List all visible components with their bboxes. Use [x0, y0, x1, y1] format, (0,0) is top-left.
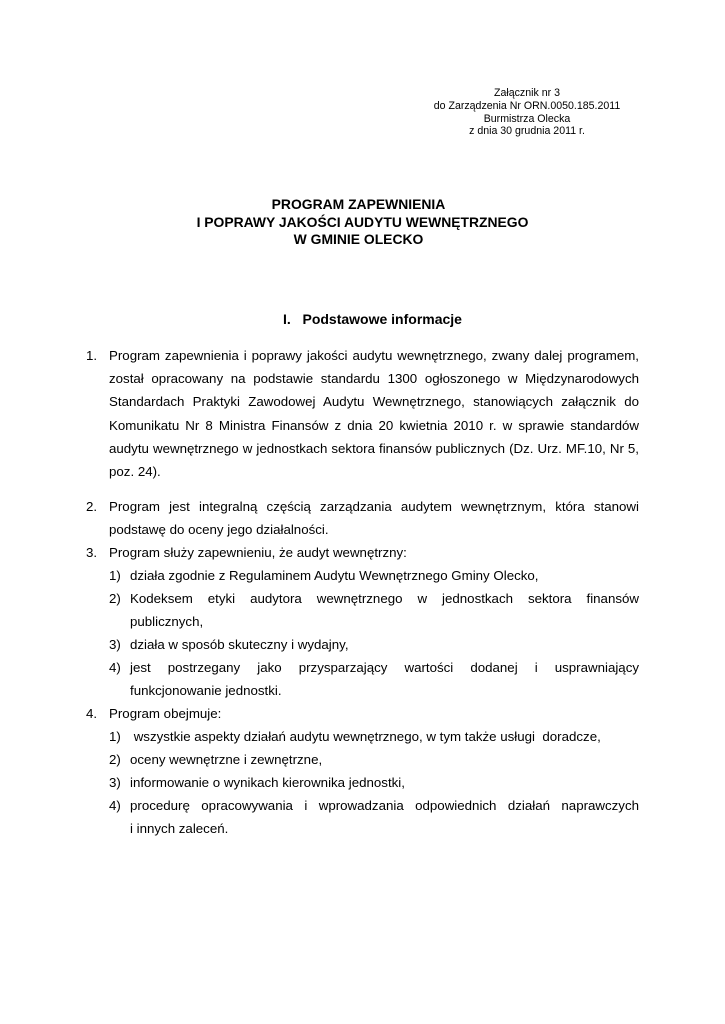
document-title	[0, 196, 725, 249]
list-item-text: Program zapewnienia i poprawy jakości audytu wewnętrznego, zwany dalej programem, został opracowany na podstawie standardu 1300 ogłoszonego w Międzynarodowych Standardach Praktyki Zawodowej Audytu Wewnętrznego, stanowiących załącznik do Komunikatu Nr 8 Ministra Finansów z dnia 20 kwietnia 2010 r. w sprawie standardów audytu wewnętrznego w jednostkach sektora finansów publicznych (Dz. Urz. MF.10, Nr 5, poz. 24).	[109, 348, 639, 480]
sub-list-item	[109, 633, 639, 656]
sub-list-item	[109, 564, 639, 587]
section-number: I.	[283, 311, 291, 327]
sub-item-text: działa w sposób skuteczny i wydajny,	[130, 637, 349, 652]
sub-item-number: 4)	[109, 660, 121, 675]
sub-item-continuation: i innych zaleceń.	[130, 821, 229, 837]
sub-item-number: 4)	[109, 798, 121, 813]
annex-authority: Burmistrza Olecka	[483, 112, 571, 125]
annex-number: Załącznik nr 3	[494, 87, 560, 99]
annex-header	[400, 87, 654, 138]
list-item	[86, 702, 639, 725]
sub-item-text: procedurę opracowywania i wprowadzania odpowiednich działań naprawczych	[130, 798, 639, 813]
list-item-number: 2.	[86, 499, 98, 514]
sub-item-text: Kodeksem etyki audytora wewnętrznego w jednostkach sektora finansów	[130, 591, 639, 606]
sub-list-item	[109, 725, 639, 748]
list-item-text: Program obejmuje:	[109, 706, 222, 721]
sub-list-item	[109, 748, 639, 771]
list-item	[86, 541, 639, 564]
list-item-number: 4.	[86, 706, 98, 721]
sub-item-continuation: publicznych,	[130, 614, 204, 630]
sub-list-item	[109, 794, 639, 840]
sub-item-text: wszystkie aspekty działań audytu wewnętrznego, w tym także usługi doradcze,	[130, 729, 601, 744]
list-item	[86, 344, 639, 483]
list-item-number: 1.	[86, 348, 98, 363]
sub-item-text: działa zgodnie z Regulaminem Audytu Wewnętrznego Gminy Olecko,	[130, 568, 539, 583]
sub-item-continuation: funkcjonowanie jednostki.	[130, 683, 282, 699]
sub-item-number: 1)	[109, 729, 121, 744]
sub-item-text: oceny wewnętrzne i zewnętrzne,	[130, 752, 323, 767]
annex-regulation: do Zarządzenia Nr ORN.0050.185.2011	[433, 99, 621, 112]
list-item	[86, 495, 639, 541]
sub-item-text: informowanie o wynikach kierownika jednostki,	[130, 775, 405, 790]
sub-item-number: 2)	[109, 591, 121, 606]
section-title: Podstawowe informacje	[302, 311, 462, 327]
sub-list-item	[109, 587, 639, 633]
sub-list-item	[109, 656, 639, 702]
list-item-text: Program służy zapewnieniu, że audyt wewnętrzny:	[109, 545, 407, 560]
list-item-number: 3.	[86, 545, 98, 560]
sub-item-number: 3)	[109, 637, 121, 652]
section-heading	[0, 311, 725, 327]
title-line-3: W GMINIE OLECKO	[293, 231, 424, 248]
annex-date: z dnia 30 grudnia 2011 r.	[469, 125, 585, 138]
sub-item-text: jest postrzegany jako przysparzający wartości dodanej i usprawniający	[130, 660, 639, 675]
title-line-1: PROGRAM ZAPEWNIENIA	[271, 196, 446, 212]
sub-list-item	[109, 771, 639, 794]
title-line-2: I POPRAWY JAKOŚCI AUDYTU WEWNĘTRZNEGO	[196, 213, 529, 230]
sub-item-number: 1)	[109, 568, 121, 583]
list-item-text: Program jest integralną częścią zarządzania audytem wewnętrznym, która stanowi podstawę do oceny jego działalności.	[109, 499, 639, 538]
sub-item-number: 2)	[109, 752, 121, 767]
sub-item-number: 3)	[109, 775, 121, 790]
